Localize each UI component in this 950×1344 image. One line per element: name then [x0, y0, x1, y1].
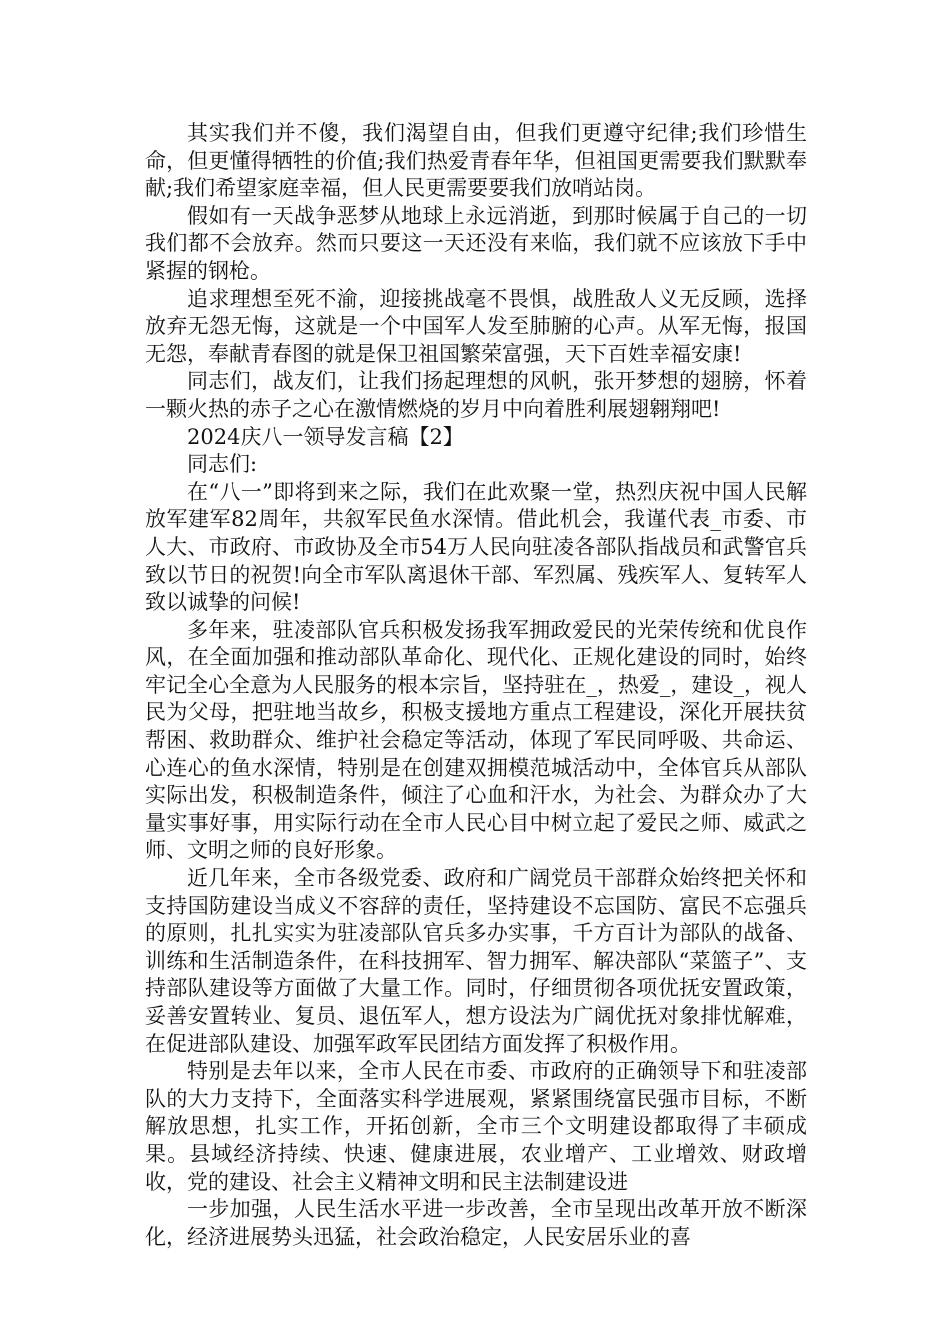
document-page — [145, 120, 807, 1251]
section-title: 2024庆八一领导发言稿【2】 — [187, 424, 464, 449]
paragraph: 近几年来，全市各级党委、政府和广阔党员干部群众始终把关怀和支持国防建设当成义不容辞的责任，坚持建设不忘国防、富民不忘强兵的原则，扎扎实实为驻凌部队官兵多办实事，千方百计为部队的战备、训练和生活制造条件，在科技拥军、智力拥军、解决部队“菜篮子”、支持部队建设等方面做了大量工作。同时，仔细贯彻各项优抚安置政策，妥善安置转业、复员、退伍军人，想方设法为广阔优抚对象排忧解难，在促进部队建设、加强军政军民团结方面发挥了积极作用。 — [145, 866, 807, 1056]
paragraph: 其实我们并不傻，我们渴望自由，但我们更遵守纪律;我们珍惜生命，但更懂得牺牲的价值;我们热爱青春年华，但祖国更需要我们默默奉献;我们希望家庭幸福，但人民更需要要我们放哨站岗。 — [145, 121, 807, 201]
paragraph: 特别是去年以来，全市人民在市委、市政府的正确领导下和驻凌部队的大力支持下，全面落实科学进展观，紧紧围绕富民强市目标，不断解放思想，扎实工作，开拓创新，全市三个文明建设都取得了丰硕成果。县域经济持续、快速、健康进展，农业增产、工业增效、财政增收，党的建设、社会主义精神文明和民主法制建设进 — [145, 1059, 807, 1194]
paragraph: 多年来，驻凌部队官兵积极发扬我军拥政爱民的光荣传统和优良作风，在全面加强和推动部队革命化、现代化、正规化建设的同时，始终牢记全心全意为人民服务的根本宗旨，坚持驻在_，热爱_，建设_，视人民为父母，把驻地当故乡，积极支援地方重点工程建设，深化开展扶贫帮困、救助群众、维护社会稳定等活动，体现了军民同呼吸、共命运、心连心的鱼水深情，特别是在创建双拥模范城活动中，全体官兵从部队实际出发，积极制造条件，倾注了心血和汗水，为社会、为群众办了大量实事好事，用实际行动在全市人民心目中树立起了爱民之师、威武之师、文明之师的良好形象。 — [145, 617, 807, 863]
paragraph: 一步加强，人民生活水平进一步改善，全市呈现出改革开放不断深化，经济进展势头迅猛，社会政治稳定，人民安居乐业的喜 — [145, 1197, 807, 1249]
paragraph: 假如有一天战争恶梦从地球上永远消逝，到那时候属于自己的一切我们都不会放弃。然而只要这一天还没有来临，我们就不应该放下手中紧握的钢枪。 — [145, 203, 807, 283]
paragraph: 同志们，战友们，让我们扬起理想的风帆，张开梦想的翅膀，怀着一颗火热的赤子之心在激情燃烧的岁月中向着胜利展翅翱翔吧! — [145, 369, 807, 421]
salutation: 同志们: — [187, 452, 258, 477]
paragraph: 追求理想至死不渝，迎接挑战毫不畏惧，战胜敌人义无反顾，选择放弃无怨无悔，这就是一个中国军人发至肺腑的心声。从军无悔，报国无怨，奉献青春图的就是保卫祖国繁荣富强，天下百姓幸福安康! — [145, 286, 807, 366]
paragraph: 在“八一”即将到来之际，我们在此欢聚一堂，热烈庆祝中国人民解放军建军82周年，共叙军民鱼水深情。借此机会，我谨代表_市委、市人大、市政府、市政协及全市54万人民向驻凌各部队指战员和武警官兵致以节日的祝贺!向全市军队离退休干部、军烈属、残疾军人、复转军人致以诚挚的问候! — [145, 479, 807, 615]
